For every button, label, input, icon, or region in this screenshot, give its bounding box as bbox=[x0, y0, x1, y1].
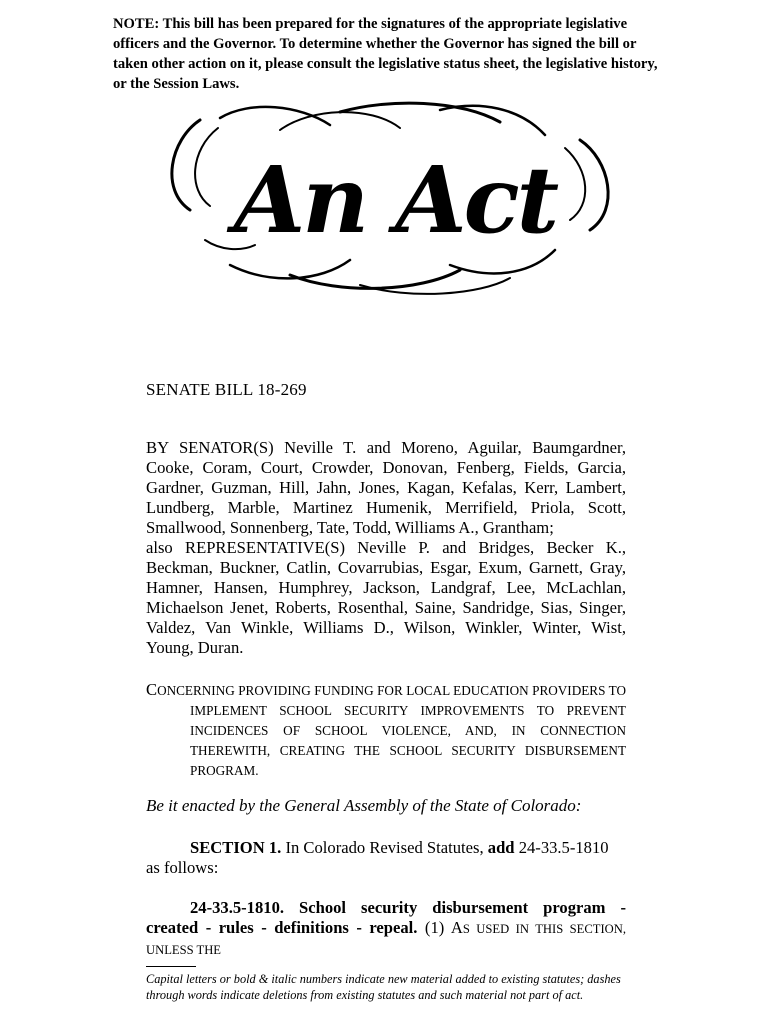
section-1-add: add bbox=[487, 838, 515, 857]
subsection-initial: A bbox=[450, 918, 463, 937]
bill-title bbox=[146, 680, 626, 781]
section-1-label: SECTION 1. bbox=[190, 838, 282, 857]
footer-note: Capital letters or bold & italic numbers indicate new material added to existing statutes; dashes through words indicate deletions from existing statutes and such material not part of act. bbox=[146, 972, 621, 1002]
enacting-clause: Be it enacted by the General Assembly of the State of Colorado: bbox=[146, 796, 582, 815]
section-1 bbox=[146, 838, 626, 878]
legislative-note: NOTE: This bill has been prepared for the signatures of the appropriate legislative officers and the Governor. To determine whether the Governor has signed the bill or taken other action on it, please consult the legislative status sheet, the legislative history, or the Session Laws. bbox=[113, 16, 658, 92]
subsection-text: S USED IN THIS SECTION, UNLESS THE bbox=[146, 922, 626, 957]
section-1-text-after: 24-33.5-1810 as follows: bbox=[146, 838, 609, 877]
an-act-logo bbox=[160, 100, 630, 300]
representative-sponsors: also REPRESENTATIVE(S) Neville P. and Bridges, Becker K., Beckman, Buckner, Catlin, Covarrubias, Esgar, Exum, Garnett, Gray, Hamner, Hansen, Humphrey, Jackson, Landgraf, Lee, McLachlan, Michaelson Jenet, Roberts, Rosenthal, Saine, Sandridge, Sias, Singer, Valdez, Van Winkle, Williams D., Wilson, Winkler, Winter, Wist, Young, Duran. bbox=[146, 538, 626, 657]
bill-number: SENATE BILL 18-269 bbox=[146, 380, 307, 399]
section-1-text-before: In Colorado Revised Statutes, bbox=[281, 838, 488, 857]
statute-heading: 24-33.5-1810. School security disbursement program - created - rules - definitions - repeal. bbox=[146, 898, 626, 937]
subsection-number: (1) bbox=[417, 918, 451, 937]
sponsors-block bbox=[146, 438, 626, 658]
title-initial: C bbox=[146, 680, 158, 699]
section-24-33-5-1810 bbox=[146, 898, 626, 960]
footer-divider bbox=[146, 966, 196, 967]
logo-text: An Act bbox=[233, 146, 557, 254]
senator-sponsors: BY SENATOR(S) Neville T. and Moreno, Aguilar, Baumgardner, Cooke, Coram, Court, Crowder, Donovan, Fenberg, Fields, Garcia, Gardner, Guzman, Hill, Jahn, Jones, Kagan, Kefalas, Kerr, Lambert, Lundberg, Marble, Martinez Humenik, Merrifield, Priola, Scott, Smallwood, Sonnenberg, Tate, Todd, Williams A., Grantham; bbox=[146, 438, 626, 537]
title-text: ONCERNING PROVIDING FUNDING FOR LOCAL EDUCATION PROVIDERS TO IMPLEMENT SCHOOL SECURITY IMPROVEMENTS TO PREVENT INCIDENCES OF SCHOOL VIOLENCE, AND, IN CONNECTION THEREWITH, CREATING THE SCHOOL SECURITY DISBURSEMENT PROGRAM. bbox=[157, 683, 626, 778]
